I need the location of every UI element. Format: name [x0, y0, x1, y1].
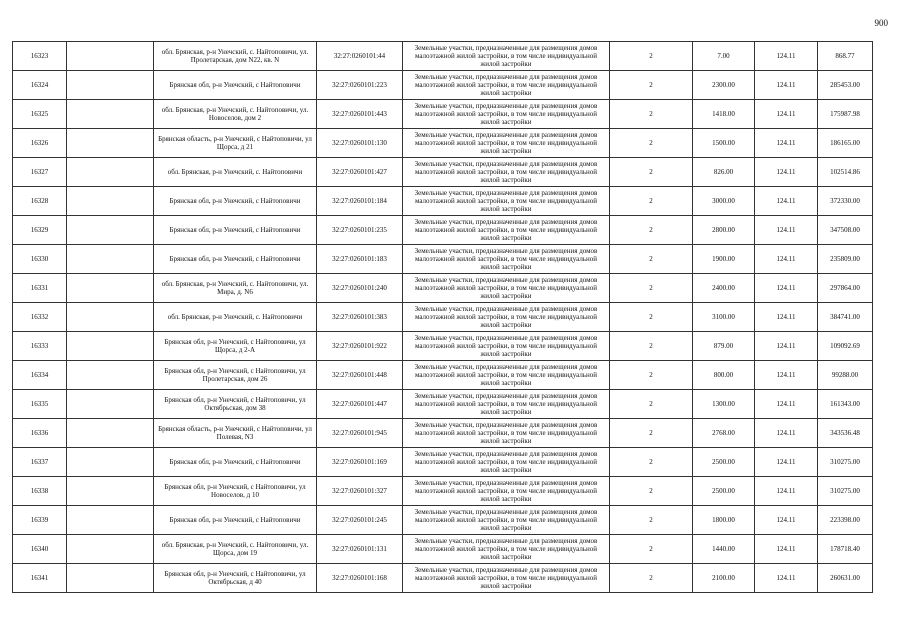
- row-number: 16339: [13, 506, 67, 535]
- row-number: 16341: [13, 564, 67, 593]
- group-code-cell: 2: [610, 332, 693, 361]
- table-row: [13, 477, 873, 506]
- cadastral-number-cell: 32:27:0260101:245: [317, 506, 403, 535]
- row-number: 16323: [13, 42, 67, 71]
- land-use-description-cell: Земельные участки, предназначенные для размещения домов малоэтажной жилой застройки, в том числе индивидуальной жилой застройки: [403, 158, 610, 187]
- specific-value-cell: 124.11: [755, 564, 818, 593]
- area-cell: 1500.00: [693, 129, 755, 158]
- cadastral-value-cell: 235809.00: [818, 245, 873, 274]
- address-cell: обл. Брянская, р-н Унечский, с. Найтоповичи: [154, 303, 317, 332]
- area-cell: 2768.00: [693, 419, 755, 448]
- empty-cell: [67, 245, 154, 274]
- land-use-description-cell: Земельные участки, предназначенные для размещения домов малоэтажной жилой застройки, в том числе индивидуальной жилой застройки: [403, 535, 610, 564]
- row-number: 16327: [13, 158, 67, 187]
- area-cell: 826.00: [693, 158, 755, 187]
- land-use-description-cell: Земельные участки, предназначенные для размещения домов малоэтажной жилой застройки, в том числе индивидуальной жилой застройки: [403, 42, 610, 71]
- table-row: [13, 245, 873, 274]
- group-code-cell: 2: [610, 419, 693, 448]
- address-cell: Брянская обл, р-н Унечский, с Найтоповичи: [154, 187, 317, 216]
- address-cell: обл. Брянская, р-н Унечский, с. Найтоповичи, ул. Новоселов, дом 2: [154, 100, 317, 129]
- address-cell: Брянская обл, р-н Унечский, с Найтоповичи, ул Щорса, д 2-А: [154, 332, 317, 361]
- land-use-description-cell: Земельные участки, предназначенные для размещения домов малоэтажной жилой застройки, в том числе индивидуальной жилой застройки: [403, 419, 610, 448]
- page-number: 900: [874, 18, 888, 28]
- address-cell: Брянская обл, р-н Унечский, с Найтоповичи, ул Октябрьская, дом 38: [154, 390, 317, 419]
- specific-value-cell: 124.11: [755, 477, 818, 506]
- group-code-cell: 2: [610, 535, 693, 564]
- land-use-description-cell: Земельные участки, предназначенные для размещения домов малоэтажной жилой застройки, в том числе индивидуальной жилой застройки: [403, 477, 610, 506]
- land-use-description-cell: Земельные участки, предназначенные для размещения домов малоэтажной жилой застройки, в том числе индивидуальной жилой застройки: [403, 332, 610, 361]
- area-cell: 2500.00: [693, 477, 755, 506]
- table-row: [13, 419, 873, 448]
- cadastral-value-cell: 223398.00: [818, 506, 873, 535]
- specific-value-cell: 124.11: [755, 506, 818, 535]
- cadastral-value-cell: 310275.00: [818, 448, 873, 477]
- area-cell: 879.00: [693, 332, 755, 361]
- specific-value-cell: 124.11: [755, 100, 818, 129]
- area-cell: 3000.00: [693, 187, 755, 216]
- cadastral-value-cell: 178718.40: [818, 535, 873, 564]
- cadastral-value-cell: 372330.00: [818, 187, 873, 216]
- cadastral-value-cell: 343536.48: [818, 419, 873, 448]
- row-number: 16332: [13, 303, 67, 332]
- empty-cell: [67, 187, 154, 216]
- area-cell: 1300.00: [693, 390, 755, 419]
- cadastral-number-cell: 32:27:0260101:223: [317, 71, 403, 100]
- row-number: 16335: [13, 390, 67, 419]
- specific-value-cell: 124.11: [755, 158, 818, 187]
- specific-value-cell: 124.11: [755, 303, 818, 332]
- group-code-cell: 2: [610, 71, 693, 100]
- empty-cell: [67, 71, 154, 100]
- table-row: [13, 448, 873, 477]
- cadastral-number-cell: 32:27:0260101:448: [317, 361, 403, 390]
- table-body: [13, 42, 873, 593]
- empty-cell: [67, 419, 154, 448]
- row-number: 16326: [13, 129, 67, 158]
- area-cell: 2500.00: [693, 448, 755, 477]
- row-number: 16338: [13, 477, 67, 506]
- cadastral-number-cell: 32:27:0260101:240: [317, 274, 403, 303]
- area-cell: 1418.00: [693, 100, 755, 129]
- group-code-cell: 2: [610, 477, 693, 506]
- table-row: [13, 42, 873, 71]
- cadastral-number-cell: 32:27:0260101:183: [317, 245, 403, 274]
- specific-value-cell: 124.11: [755, 129, 818, 158]
- empty-cell: [67, 535, 154, 564]
- table-row: [13, 187, 873, 216]
- table-row: [13, 390, 873, 419]
- cadastral-value-cell: 186165.00: [818, 129, 873, 158]
- land-use-description-cell: Земельные участки, предназначенные для размещения домов малоэтажной жилой застройки, в том числе индивидуальной жилой застройки: [403, 390, 610, 419]
- row-number: 16324: [13, 71, 67, 100]
- land-use-description-cell: Земельные участки, предназначенные для размещения домов малоэтажной жилой застройки, в том числе индивидуальной жилой застройки: [403, 100, 610, 129]
- specific-value-cell: 124.11: [755, 187, 818, 216]
- group-code-cell: 2: [610, 245, 693, 274]
- cadastral-value-cell: 109092.69: [818, 332, 873, 361]
- land-use-description-cell: Земельные участки, предназначенные для размещения домов малоэтажной жилой застройки, в том числе индивидуальной жилой застройки: [403, 564, 610, 593]
- specific-value-cell: 124.11: [755, 216, 818, 245]
- cadastral-number-cell: 32:27:0260101:130: [317, 129, 403, 158]
- empty-cell: [67, 158, 154, 187]
- group-code-cell: 2: [610, 129, 693, 158]
- specific-value-cell: 124.11: [755, 419, 818, 448]
- specific-value-cell: 124.11: [755, 390, 818, 419]
- cadastral-number-cell: 32:27:0260101:447: [317, 390, 403, 419]
- group-code-cell: 2: [610, 100, 693, 129]
- area-cell: 800.00: [693, 361, 755, 390]
- cadastral-value-cell: 260631.00: [818, 564, 873, 593]
- cadastral-number-cell: 32:27:0260101:131: [317, 535, 403, 564]
- land-use-description-cell: Земельные участки, предназначенные для размещения домов малоэтажной жилой застройки, в том числе индивидуальной жилой застройки: [403, 303, 610, 332]
- land-use-description-cell: Земельные участки, предназначенные для размещения домов малоэтажной жилой застройки, в том числе индивидуальной жилой застройки: [403, 361, 610, 390]
- row-number: 16330: [13, 245, 67, 274]
- area-cell: 1900.00: [693, 245, 755, 274]
- group-code-cell: 2: [610, 303, 693, 332]
- empty-cell: [67, 361, 154, 390]
- group-code-cell: 2: [610, 506, 693, 535]
- group-code-cell: 2: [610, 216, 693, 245]
- row-number: 16334: [13, 361, 67, 390]
- land-use-description-cell: Земельные участки, предназначенные для размещения домов малоэтажной жилой застройки, в том числе индивидуальной жилой застройки: [403, 448, 610, 477]
- row-number: 16331: [13, 274, 67, 303]
- table-row: [13, 158, 873, 187]
- area-cell: 2100.00: [693, 564, 755, 593]
- table-row: [13, 100, 873, 129]
- address-cell: обл. Брянская, р-н Унечский, с. Найтоповичи, ул. Мира, д. N6: [154, 274, 317, 303]
- table-row: [13, 332, 873, 361]
- land-use-description-cell: Земельные участки, предназначенные для размещения домов малоэтажной жилой застройки, в том числе индивидуальной жилой застройки: [403, 245, 610, 274]
- row-number: 16337: [13, 448, 67, 477]
- row-number: 16329: [13, 216, 67, 245]
- address-cell: Брянская обл, р-н Унечский, с Найтоповичи, ул Пролетарская, дом 26: [154, 361, 317, 390]
- table-row: [13, 506, 873, 535]
- area-cell: 2300.00: [693, 71, 755, 100]
- address-cell: Брянская область, р-н Унечский, с Найтоповичи, ул Полевая, N3: [154, 419, 317, 448]
- group-code-cell: 2: [610, 448, 693, 477]
- address-cell: Брянская обл, р-н Унечский, с Найтоповичи, ул Октябрьская, д 40: [154, 564, 317, 593]
- row-number: 16325: [13, 100, 67, 129]
- row-number: 16333: [13, 332, 67, 361]
- land-use-description-cell: Земельные участки, предназначенные для размещения домов малоэтажной жилой застройки, в том числе индивидуальной жилой застройки: [403, 216, 610, 245]
- cadastral-value-cell: 310275.00: [818, 477, 873, 506]
- cadastral-number-cell: 32:27:0260101:922: [317, 332, 403, 361]
- table-row: [13, 129, 873, 158]
- row-number: 16336: [13, 419, 67, 448]
- cadastral-number-cell: 32:27:0260101:945: [317, 419, 403, 448]
- table-row: [13, 216, 873, 245]
- empty-cell: [67, 332, 154, 361]
- group-code-cell: 2: [610, 390, 693, 419]
- specific-value-cell: 124.11: [755, 361, 818, 390]
- address-cell: Брянская обл, р-н Унечский, с Найтоповичи: [154, 448, 317, 477]
- address-cell: Брянская обл, р-н Унечский, с Найтоповичи: [154, 71, 317, 100]
- row-number: 16328: [13, 187, 67, 216]
- cadastral-number-cell: 32:27:0260101:235: [317, 216, 403, 245]
- specific-value-cell: 124.11: [755, 332, 818, 361]
- empty-cell: [67, 42, 154, 71]
- group-code-cell: 2: [610, 274, 693, 303]
- area-cell: 3100.00: [693, 303, 755, 332]
- empty-cell: [67, 274, 154, 303]
- cadastral-number-cell: 32:27:0260101:168: [317, 564, 403, 593]
- cadastral-value-cell: 99288.00: [818, 361, 873, 390]
- cadastral-number-cell: 32:27:0260101:184: [317, 187, 403, 216]
- empty-cell: [67, 564, 154, 593]
- empty-cell: [67, 216, 154, 245]
- land-use-description-cell: Земельные участки, предназначенные для размещения домов малоэтажной жилой застройки, в том числе индивидуальной жилой застройки: [403, 71, 610, 100]
- cadastral-number-cell: 32:27:0260101:427: [317, 158, 403, 187]
- land-use-description-cell: Земельные участки, предназначенные для размещения домов малоэтажной жилой застройки, в том числе индивидуальной жилой застройки: [403, 274, 610, 303]
- cadastral-value-cell: 102514.86: [818, 158, 873, 187]
- group-code-cell: 2: [610, 361, 693, 390]
- cadastral-value-table: [12, 41, 873, 593]
- address-cell: Брянская обл, р-н Унечский, с Найтоповичи: [154, 216, 317, 245]
- specific-value-cell: 124.11: [755, 535, 818, 564]
- land-use-description-cell: Земельные участки, предназначенные для размещения домов малоэтажной жилой застройки, в том числе индивидуальной жилой застройки: [403, 187, 610, 216]
- address-cell: Брянская обл, р-н Унечский, с Найтоповичи: [154, 245, 317, 274]
- area-cell: 2800.00: [693, 216, 755, 245]
- empty-cell: [67, 448, 154, 477]
- table-row: [13, 535, 873, 564]
- cadastral-value-cell: 297864.00: [818, 274, 873, 303]
- table-row: [13, 564, 873, 593]
- empty-cell: [67, 477, 154, 506]
- specific-value-cell: 124.11: [755, 274, 818, 303]
- address-cell: обл. Брянская, р-н Унечский, с. Найтоповичи, ул. Щорса, дом 19: [154, 535, 317, 564]
- table-row: [13, 71, 873, 100]
- address-cell: Брянская обл, р-н Унечский, с Найтоповичи, ул Новоселов, д 10: [154, 477, 317, 506]
- table-row: [13, 361, 873, 390]
- table-row: [13, 303, 873, 332]
- cadastral-value-cell: 384741.00: [818, 303, 873, 332]
- land-use-description-cell: Земельные участки, предназначенные для размещения домов малоэтажной жилой застройки, в том числе индивидуальной жилой застройки: [403, 129, 610, 158]
- area-cell: 2400.00: [693, 274, 755, 303]
- specific-value-cell: 124.11: [755, 245, 818, 274]
- cadastral-number-cell: 32:27:0260101:327: [317, 477, 403, 506]
- empty-cell: [67, 390, 154, 419]
- cadastral-value-cell: 161343.00: [818, 390, 873, 419]
- cadastral-value-cell: 175987.98: [818, 100, 873, 129]
- empty-cell: [67, 100, 154, 129]
- address-cell: обл. Брянская, р-н Унечский, с. Найтоповичи, ул. Пролетарская, дом N22, кв. N: [154, 42, 317, 71]
- area-cell: 7.00: [693, 42, 755, 71]
- area-cell: 1440.00: [693, 535, 755, 564]
- cadastral-number-cell: 32:27:0260101:443: [317, 100, 403, 129]
- row-number: 16340: [13, 535, 67, 564]
- cadastral-number-cell: 32:27:0260101:383: [317, 303, 403, 332]
- cadastral-number-cell: 32:27:0260101:169: [317, 448, 403, 477]
- land-use-description-cell: Земельные участки, предназначенные для размещения домов малоэтажной жилой застройки, в том числе индивидуальной жилой застройки: [403, 506, 610, 535]
- area-cell: 1800.00: [693, 506, 755, 535]
- group-code-cell: 2: [610, 564, 693, 593]
- cadastral-value-cell: 347508.00: [818, 216, 873, 245]
- specific-value-cell: 124.11: [755, 448, 818, 477]
- group-code-cell: 2: [610, 158, 693, 187]
- specific-value-cell: 124.11: [755, 42, 818, 71]
- specific-value-cell: 124.11: [755, 71, 818, 100]
- empty-cell: [67, 129, 154, 158]
- address-cell: Брянская область, р-н Унечский, с Найтоповичи, ул Щорса, д 21: [154, 129, 317, 158]
- empty-cell: [67, 506, 154, 535]
- cadastral-value-cell: 868.77: [818, 42, 873, 71]
- cadastral-value-cell: 285453.00: [818, 71, 873, 100]
- group-code-cell: 2: [610, 187, 693, 216]
- table-row: [13, 274, 873, 303]
- group-code-cell: 2: [610, 42, 693, 71]
- address-cell: Брянская обл, р-н Унечский, с Найтоповичи: [154, 506, 317, 535]
- empty-cell: [67, 303, 154, 332]
- cadastral-number-cell: 32:27:0260101:44: [317, 42, 403, 71]
- address-cell: обл. Брянская, р-н Унечский, с. Найтоповичи: [154, 158, 317, 187]
